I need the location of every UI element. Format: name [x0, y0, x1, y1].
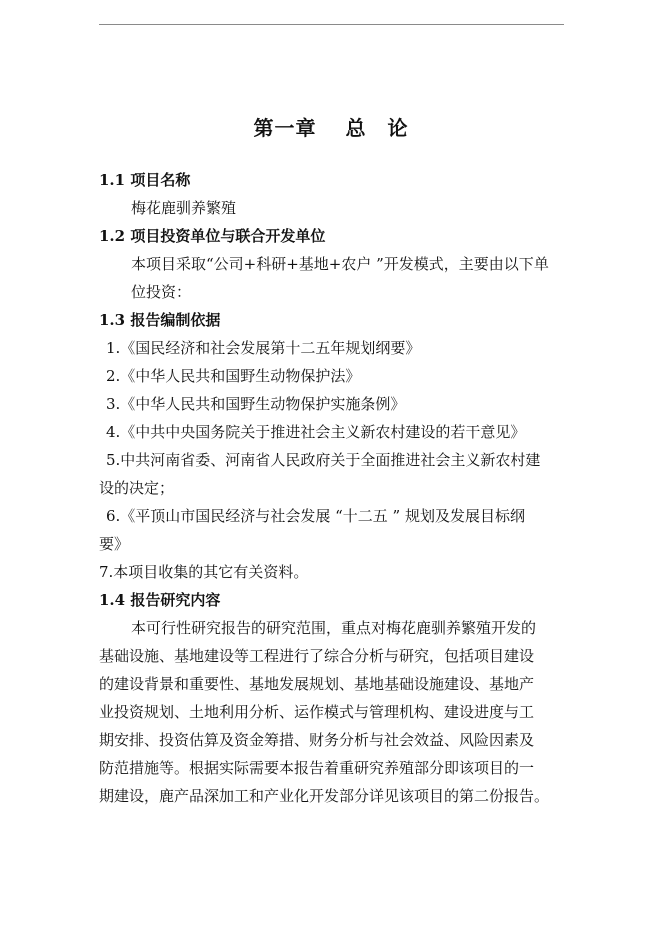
basis-item-5: 5.中共河南省委、河南省人民政府关于全面推进社会主义新农村建 [106, 451, 541, 469]
research-text-line-7: 期建设，鹿产品深加工和产业化开发部分详见该项目的第二份报告。 [99, 787, 550, 805]
basis-item-6-cont: 要》 [99, 535, 130, 553]
basis-item-4: 4.《中共中央国务院关于推进社会主义新农村建设的若干意见》 [106, 423, 526, 441]
section-heading-1-1: 1.1 项目名称 [99, 171, 191, 189]
basis-item-5-cont: 设的决定； [99, 479, 175, 497]
section-heading-1-4: 1.4 报告研究内容 [99, 591, 221, 609]
investment-text-line-2: 位投资： [131, 283, 192, 301]
research-text-line-5: 期安排、投资估算及资金筹措、财务分析与社会效益、风险因素及 [99, 731, 535, 749]
project-name-text: 梅花鹿驯养繁殖 [131, 199, 237, 217]
header-rule [99, 24, 564, 25]
research-text-line-4: 业投资规划、土地利用分析、运作模式与管理机构、建设进度与工 [99, 703, 535, 721]
basis-item-1: 1.《国民经济和社会发展第十二五年规划纲要》 [106, 339, 421, 357]
research-text-line-1: 本可行性研究报告的研究范围，重点对梅花鹿驯养繁殖开发的 [131, 619, 537, 637]
investment-text-line-1: 本项目采取“公司+科研+基地+农户 ”开发模式，主要由以下单 [131, 255, 549, 273]
section-heading-1-3: 1.3 报告编制依据 [99, 311, 221, 329]
research-text-line-3: 的建设背景和重要性、基地发展规划、基地基础设施建设、基地产 [99, 675, 535, 693]
research-text-line-2: 基础设施、基地建设等工程进行了综合分析与研究，包括项目建设 [99, 647, 535, 665]
section-heading-1-2: 1.2 项目投资单位与联合开发单位 [99, 227, 326, 245]
basis-item-7: 7.本项目收集的其它有关资料。 [99, 563, 309, 581]
basis-item-6: 6.《平顶山市国民经济与社会发展 “十二五 ” 规划及发展目标纲 [106, 507, 525, 525]
basis-item-3: 3.《中华人民共和国野生动物保护实施条例》 [106, 395, 406, 413]
basis-item-2: 2.《中华人民共和国野生动物保护法》 [106, 367, 361, 385]
research-text-line-6: 防范措施等。根据实际需要本报告着重研究养殖部分即该项目的一 [99, 759, 535, 777]
chapter-title: 第一章 总 论 [253, 116, 409, 140]
